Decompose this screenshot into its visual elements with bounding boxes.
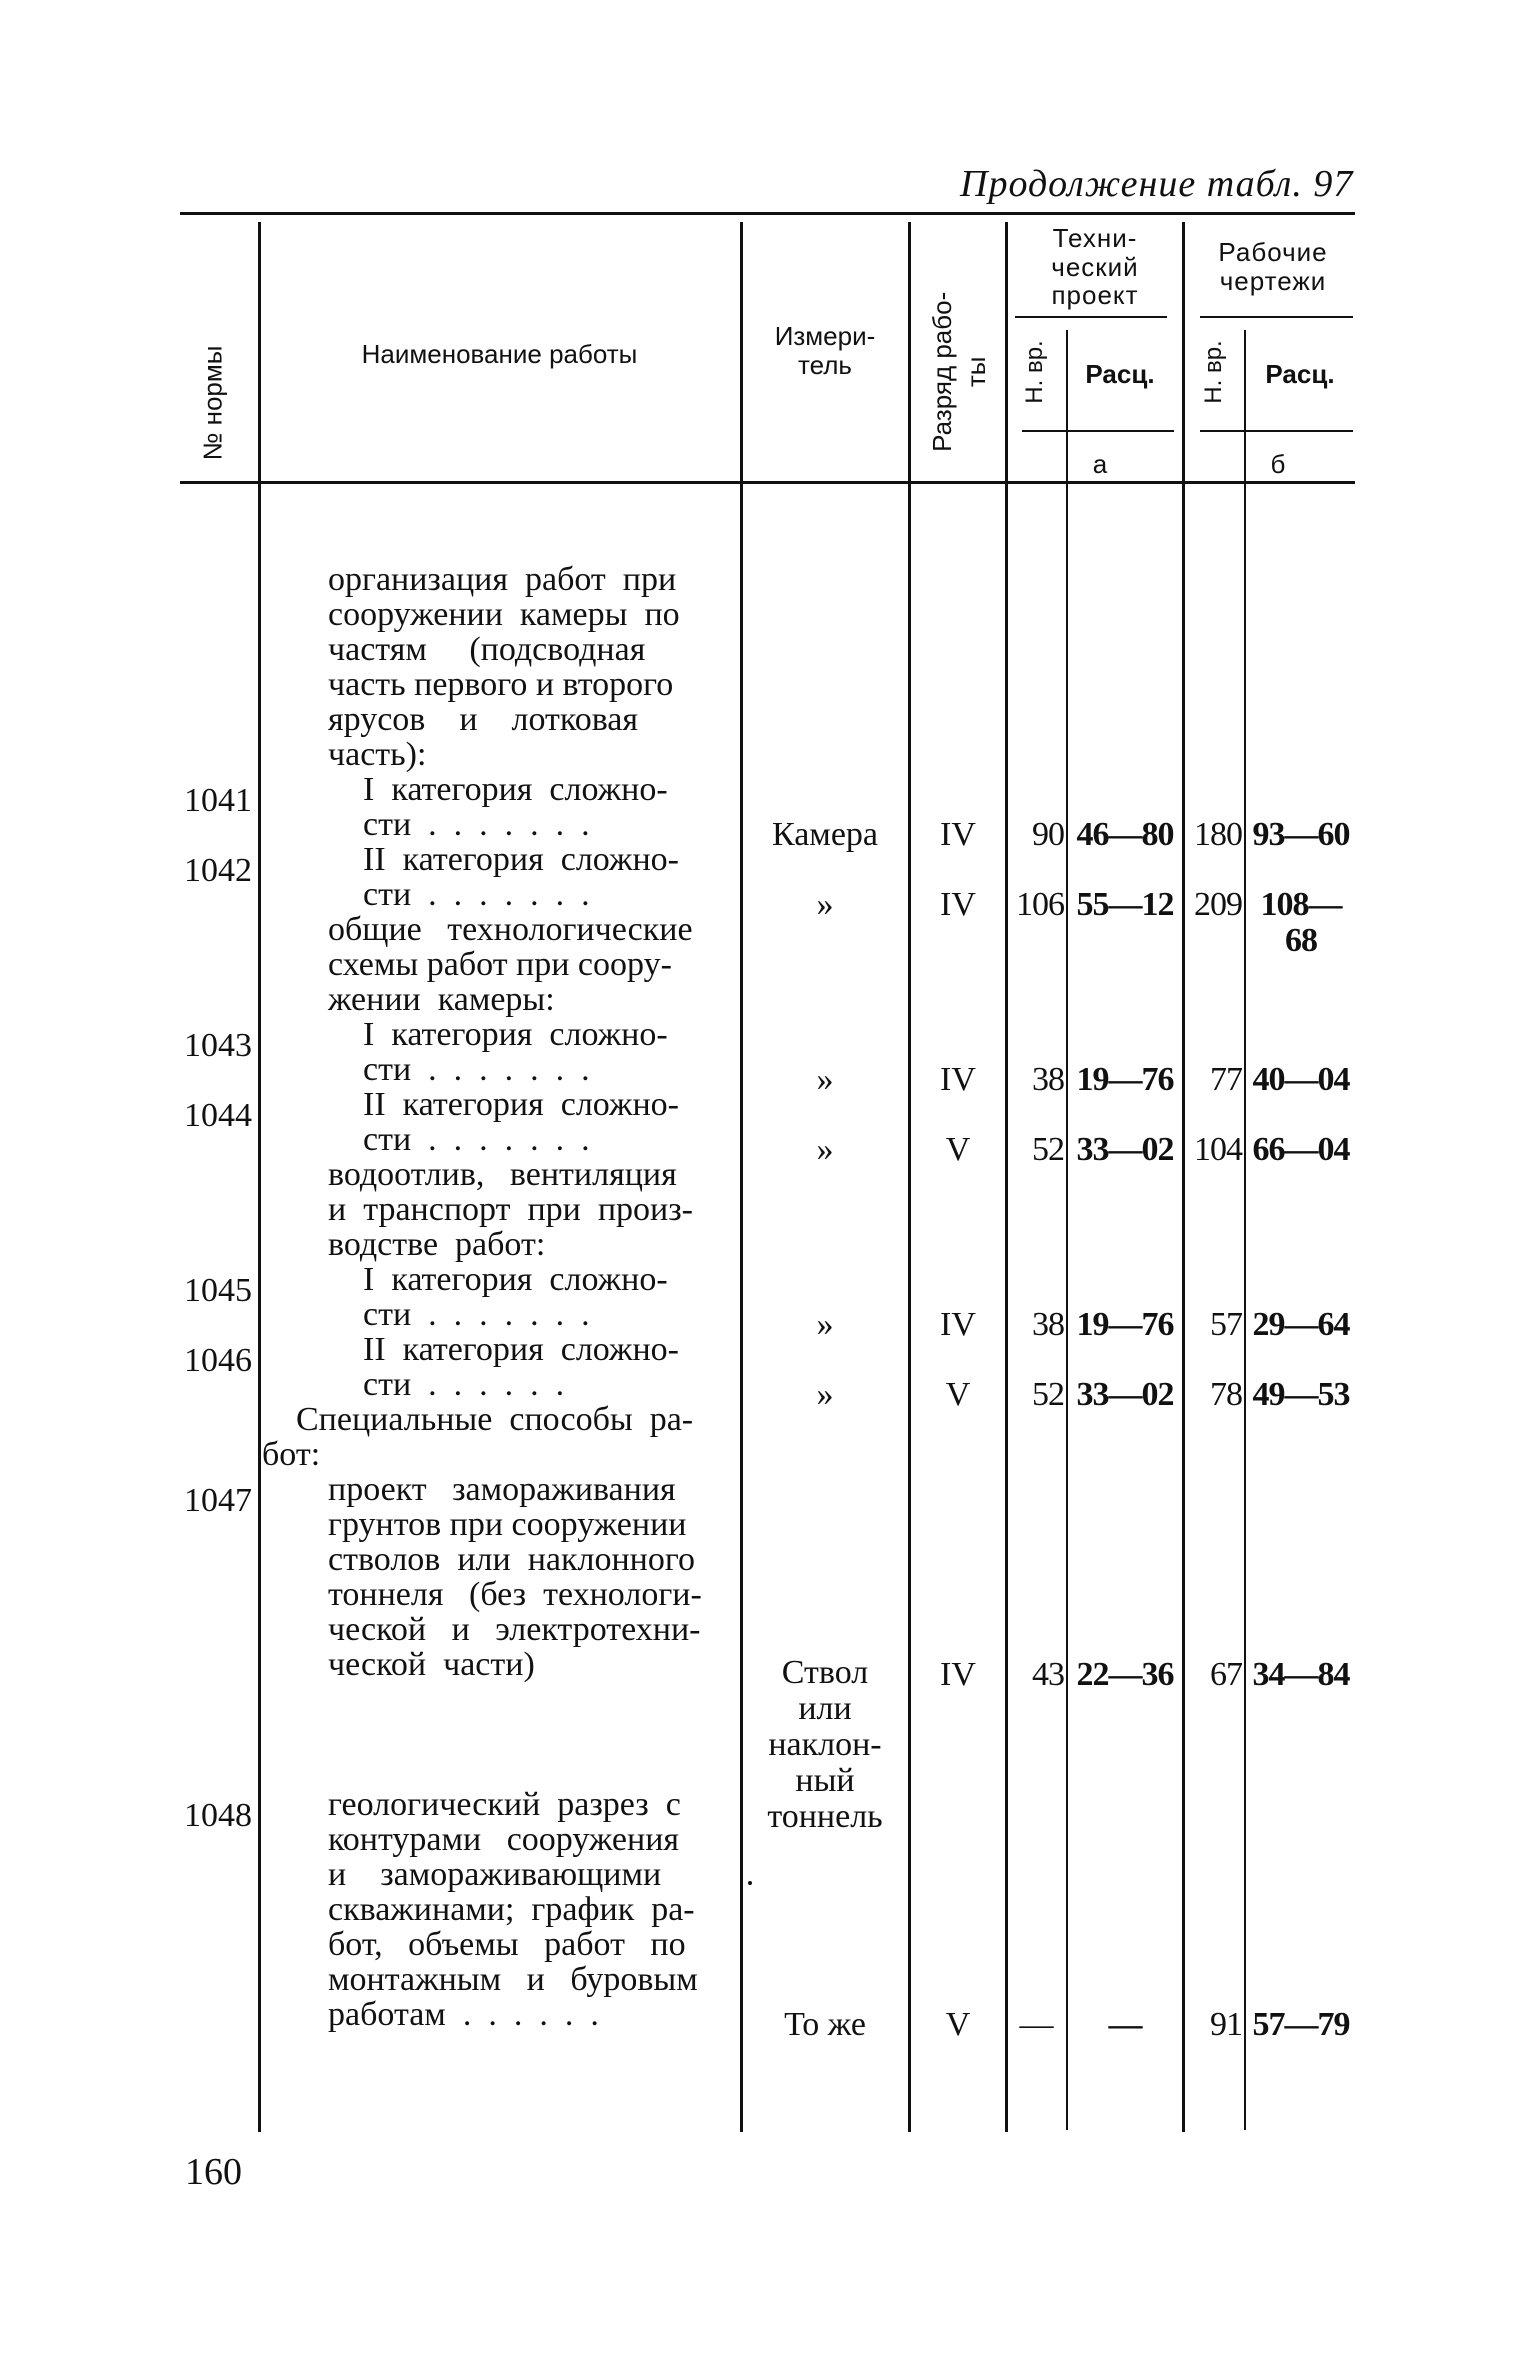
work-name-line: жении камеры: xyxy=(328,981,555,1018)
work-name-line: работам . . . . . . xyxy=(328,1996,599,2033)
header-grade: Разряд рабо- ты xyxy=(927,291,991,452)
work-name-line: сти . . . . . . . xyxy=(363,1296,590,1333)
group-a-rule xyxy=(1015,316,1167,318)
nvr-b-cell: 180 xyxy=(1194,816,1242,853)
norm-number: 1045 xyxy=(184,1272,252,1309)
col-line-group-b xyxy=(1182,222,1185,2132)
nvr-a-cell: 52 xyxy=(1032,1376,1064,1413)
grade-cell: IV xyxy=(940,886,976,923)
norm-number: 1041 xyxy=(184,782,252,819)
work-name-line: II категория сложно- xyxy=(363,1086,679,1123)
work-name-line: бот, объемы работ по xyxy=(328,1926,686,1963)
header-tech-project: Техни- ческий проект xyxy=(1051,223,1139,311)
nvr-a-cell: — xyxy=(1019,2006,1053,2043)
grade-cell: V xyxy=(945,2006,971,2043)
rasc-b-cell: 57—79 xyxy=(1252,2006,1350,2043)
unit-cell: Ствол или наклон- ный тоннель xyxy=(767,1654,883,1835)
grade-cell: IV xyxy=(940,816,976,853)
header-nvr-a: Н. вр. xyxy=(1021,340,1048,404)
nvr-a-cell: 90 xyxy=(1032,816,1064,853)
work-name-line: геологический разрез с xyxy=(328,1786,681,1823)
header-label-b: б xyxy=(1270,449,1286,479)
grade-cell: V xyxy=(945,1376,971,1413)
norm-number: 1047 xyxy=(184,1482,252,1519)
nvr-b-cell: 209 xyxy=(1194,886,1242,923)
header-unit: Измери- тель xyxy=(774,321,876,380)
work-name-line: сти . . . . . . . xyxy=(363,1051,590,1088)
unit-cell: » xyxy=(816,1376,834,1413)
nvr-b-cell: 77 xyxy=(1210,1061,1242,1098)
header-norm-number: № нормы xyxy=(197,345,228,461)
rasc-b-cell: 93—60 xyxy=(1252,816,1350,853)
nvr-b-cell: 78 xyxy=(1210,1376,1242,1413)
col-line-rasc-a xyxy=(1066,330,1068,2130)
work-name-line: общие технологические xyxy=(328,911,693,948)
header-nvr-b: Н. вр. xyxy=(1200,340,1227,404)
rasc-b-cell: 34—84 xyxy=(1252,1656,1350,1693)
header-bottom-rule xyxy=(180,481,1355,484)
nvr-a-cell: 52 xyxy=(1032,1131,1064,1168)
rasc-a-cell: 22—36 xyxy=(1076,1656,1174,1693)
unit-cell: Камера xyxy=(771,816,879,853)
work-name-line: скважинами; график ра- xyxy=(328,1891,695,1928)
header-rasc-a: Расц. xyxy=(1085,359,1155,389)
work-name-line: проект замораживания xyxy=(328,1471,676,1508)
unit-cell: » xyxy=(816,1131,834,1168)
work-name-line: ческой и электротехни- xyxy=(328,1611,701,1648)
group-b-rule xyxy=(1200,316,1353,318)
rasc-a-cell: 33—02 xyxy=(1076,1376,1174,1413)
norm-number: 1043 xyxy=(184,1027,252,1064)
label-a-rule xyxy=(1022,430,1174,432)
rasc-a-cell: — xyxy=(1108,2006,1142,2043)
col-line-rasc-b xyxy=(1244,330,1246,2130)
work-name-line: бот: xyxy=(262,1436,321,1473)
work-name-line: часть): xyxy=(328,736,427,773)
col-line-grade xyxy=(908,222,911,2132)
rasc-b-cell: 29—64 xyxy=(1252,1306,1350,1343)
work-name-line: Специальные способы ра- xyxy=(296,1401,694,1438)
work-name-line: тоннеля (без технологи- xyxy=(328,1576,702,1613)
table-top-rule xyxy=(180,212,1355,215)
norm-number: 1042 xyxy=(184,852,252,889)
rasc-a-cell: 55—12 xyxy=(1076,886,1174,923)
col-line-unit xyxy=(740,222,743,2132)
work-name-line: часть первого и второго xyxy=(328,666,674,703)
rasc-b-cell: 40—04 xyxy=(1252,1061,1350,1098)
norm-number: 1046 xyxy=(184,1342,252,1379)
norm-number: 1044 xyxy=(184,1097,252,1134)
page-number: 160 xyxy=(185,2151,242,2193)
header-label-a: а xyxy=(1092,449,1108,479)
work-name-line: организация работ при xyxy=(328,561,677,598)
work-name-line: контурами сооружения xyxy=(328,1821,680,1858)
nvr-b-cell: 104 xyxy=(1194,1131,1242,1168)
work-name-line: сти . . . . . . . xyxy=(363,1121,590,1158)
header-work-name: Наименование работы xyxy=(361,339,638,369)
work-name-line: сти . . . . . . . xyxy=(363,876,590,913)
nvr-a-cell: 38 xyxy=(1032,1306,1064,1343)
grade-cell: IV xyxy=(940,1306,976,1343)
work-name-line: водстве работ: xyxy=(328,1226,546,1263)
table-caption: Продолжение табл. 97 xyxy=(960,163,1354,205)
rasc-a-cell: 19—76 xyxy=(1076,1306,1174,1343)
unit-cell: То же xyxy=(784,2006,866,2043)
header-rasc-b: Расц. xyxy=(1265,359,1335,389)
col-line-name xyxy=(258,222,261,2132)
unit-cell: » xyxy=(816,1061,834,1098)
work-name-line: II категория сложно- xyxy=(363,841,679,878)
unit-cell: » xyxy=(816,1306,834,1343)
work-name-line: частям (подсводная xyxy=(328,631,646,668)
work-name-line: стволов или наклонного xyxy=(328,1541,695,1578)
rasc-a-cell: 33—02 xyxy=(1076,1131,1174,1168)
nvr-b-cell: 57 xyxy=(1210,1306,1242,1343)
work-name-line: II категория сложно- xyxy=(363,1331,679,1368)
work-name-line: I категория сложно- xyxy=(363,771,668,808)
nvr-b-cell: 67 xyxy=(1210,1656,1242,1693)
nvr-a-cell: 38 xyxy=(1032,1061,1064,1098)
norm-number: 1048 xyxy=(184,1797,252,1834)
work-name-line: монтажным и буровым xyxy=(328,1961,698,1998)
work-name-line: и замораживающими xyxy=(328,1856,662,1893)
work-name-line: схемы работ при соору- xyxy=(328,946,672,983)
header-working-drawings: Рабочие чертежи xyxy=(1218,237,1328,296)
dot-mark xyxy=(748,1881,752,1885)
rasc-b-cell: 49—53 xyxy=(1252,1376,1350,1413)
work-name-line: сти . . . . . . xyxy=(363,1366,565,1403)
rasc-b-cell: 66—04 xyxy=(1252,1131,1350,1168)
nvr-a-cell: 43 xyxy=(1032,1656,1064,1693)
work-name-line: сооружении камеры по xyxy=(328,596,680,633)
rasc-b-cell: 108— 68 xyxy=(1260,886,1342,959)
work-name-line: и транспорт при произ- xyxy=(328,1191,693,1228)
work-name-line: сти . . . . . . . xyxy=(363,806,590,843)
work-name-line: I категория сложно- xyxy=(363,1261,668,1298)
grade-cell: IV xyxy=(940,1656,976,1693)
unit-cell: » xyxy=(816,886,834,923)
nvr-a-cell: 106 xyxy=(1016,886,1064,923)
col-line-group-a xyxy=(1005,222,1008,2132)
work-name-line: водоотлив, вентиляция xyxy=(328,1156,677,1193)
rasc-a-cell: 46—80 xyxy=(1076,816,1174,853)
label-b-rule xyxy=(1200,430,1353,432)
work-name-line: грунтов при сооружении xyxy=(328,1506,687,1543)
work-name-line: ярусов и лотковая xyxy=(328,701,639,738)
grade-cell: IV xyxy=(940,1061,976,1098)
nvr-b-cell: 91 xyxy=(1210,2006,1242,2043)
rasc-a-cell: 19—76 xyxy=(1076,1061,1174,1098)
work-name-line: ческой части) xyxy=(328,1646,535,1683)
grade-cell: V xyxy=(945,1131,971,1168)
work-name-line: I категория сложно- xyxy=(363,1016,668,1053)
